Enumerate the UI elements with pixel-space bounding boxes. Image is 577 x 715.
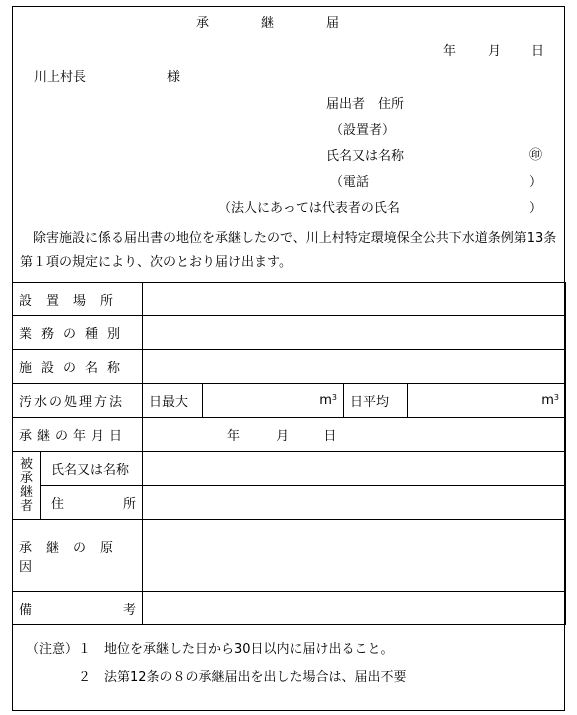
- applicant-address-label: 届出者 住所: [326, 97, 405, 112]
- daily-max-label: 日最大: [149, 395, 189, 410]
- business-type-value[interactable]: [143, 316, 566, 350]
- remarks-label-cell: [13, 592, 143, 625]
- location-label: 設置場所: [19, 293, 128, 309]
- succession-date-value[interactable]: [143, 418, 566, 452]
- business-type-label: 業務の種別: [19, 327, 130, 342]
- pred-name-label-cell: [41, 452, 143, 486]
- installer-label: （設置者）: [330, 123, 396, 138]
- daily-max-label-cell: [143, 384, 203, 418]
- reason-value[interactable]: [143, 520, 566, 592]
- facility-name-label-cell: [13, 350, 143, 384]
- pred-address-label-cell: [41, 486, 143, 520]
- pred-address-value[interactable]: [143, 486, 566, 520]
- predecessor-label-cell: [13, 452, 41, 520]
- representative-close: ）: [529, 201, 543, 216]
- daily-max-unit: $m^3$: [319, 393, 338, 408]
- predecessor-label: 被 承 継 者: [19, 456, 33, 514]
- phone-close: ）: [529, 175, 543, 190]
- facility-name-value[interactable]: [143, 350, 566, 384]
- body-paragraph: 除害施設に係る届出書の地位を承継したので、川上村特定環境保全公共下水道条例第13条第１項の規定により、次のとおり届け出ます。: [20, 231, 557, 270]
- date-day-label: 日: [531, 44, 545, 59]
- location-value[interactable]: [143, 283, 566, 316]
- date-month-label: 月: [488, 44, 502, 59]
- addressee: 川上村長: [34, 70, 87, 85]
- pred-address-label: 住 所: [51, 497, 137, 512]
- succession-year: 年: [227, 429, 241, 444]
- representative-label: （法人にあっては代表者の氏名: [218, 201, 400, 216]
- facility-name-label: 施設の名称: [19, 361, 130, 376]
- addressee-suffix: 様: [167, 70, 181, 85]
- succession-table: [12, 282, 566, 625]
- location-label-cell: [13, 283, 143, 316]
- applicant-name-label: 氏名又は名称: [326, 149, 405, 164]
- seal-icon: ㊞: [529, 148, 543, 163]
- succession-month: 月: [276, 429, 290, 444]
- daily-avg-unit: $m^3$: [541, 393, 560, 408]
- phone-label: （電話: [330, 175, 370, 190]
- note-2: ２ 法第12条の８の承継届出を出した場合は、届出不要: [26, 670, 407, 685]
- remarks-label: 備 考: [19, 602, 137, 618]
- daily-avg-label: 日平均: [350, 395, 390, 410]
- succession-date-label-cell: [13, 418, 143, 452]
- business-type-label-cell: [13, 316, 143, 350]
- treatment-method-label: 汚水の処理方法: [19, 395, 125, 410]
- daily-max-value[interactable]: [203, 384, 344, 418]
- reason-label: 承継の原因: [19, 540, 128, 575]
- daily-avg-label-cell: [344, 384, 408, 418]
- date-year-label: 年: [443, 44, 457, 59]
- treatment-method-label-cell: [13, 384, 143, 418]
- reason-label-cell: [13, 520, 143, 592]
- daily-avg-value[interactable]: [408, 384, 566, 418]
- remarks-value[interactable]: [143, 592, 566, 625]
- pred-name-label: 氏名又は名称: [51, 463, 130, 478]
- succession-day: 日: [323, 429, 337, 444]
- note-1: （注意）１ 地位を承継した日から30日以内に届け出ること。: [26, 642, 394, 657]
- form-title: 承 継 届: [196, 16, 340, 31]
- pred-name-value[interactable]: [143, 452, 566, 486]
- succession-date-label: 承継の年月日: [19, 429, 128, 444]
